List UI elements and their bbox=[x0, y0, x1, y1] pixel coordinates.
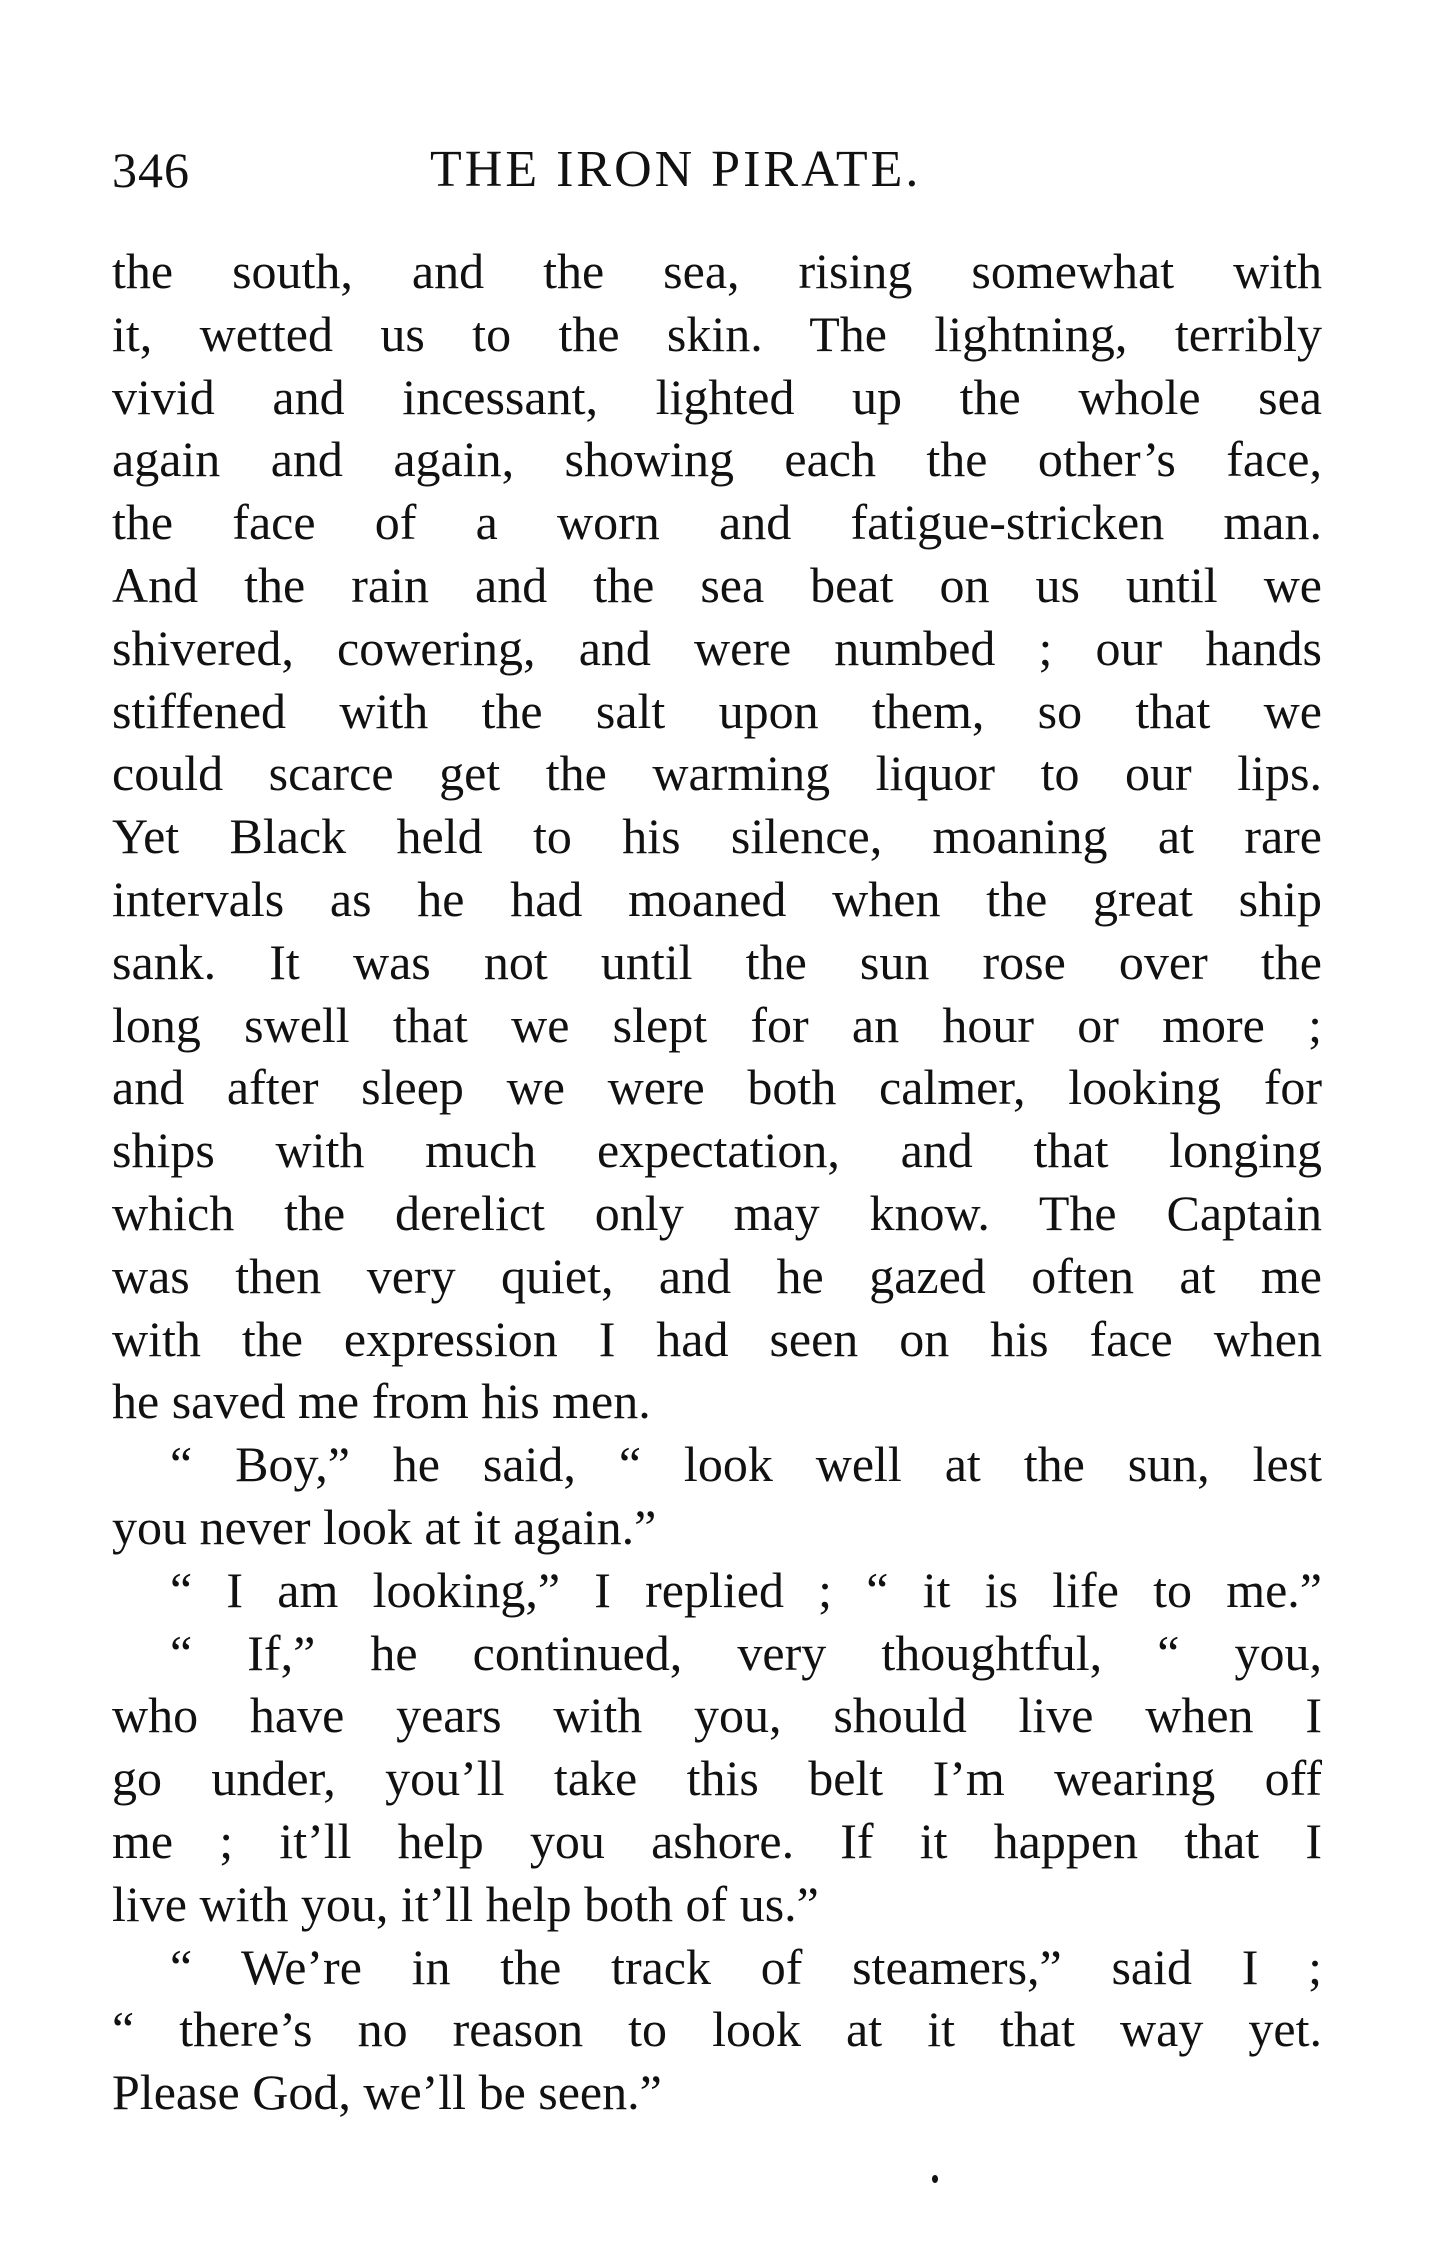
text-line: who have years with you, should live when I bbox=[112, 1687, 1322, 1744]
text-line: could scarce get the warming liquor to our lips. bbox=[112, 745, 1322, 802]
running-head: THE IRON PIRATE. bbox=[430, 141, 922, 198]
text-line: with the expression I had seen on his face when bbox=[112, 1310, 1322, 1367]
text-line: “ If,” he continued, very thoughtful, “ you, bbox=[170, 1624, 1322, 1681]
text-line: go under, you’ll take this belt I’m wearing off bbox=[112, 1750, 1322, 1807]
text-line: sank. It was not until the sun rose over the bbox=[112, 933, 1322, 990]
text-line: live with you, it’ll help both of us.” bbox=[112, 1875, 819, 1932]
text-line: stiffened with the salt upon them, so that we bbox=[112, 682, 1322, 739]
text-line: “ We’re in the track of steamers,” said I ; bbox=[170, 1938, 1322, 1995]
text-line: was then very quiet, and he gazed often at me bbox=[112, 1247, 1322, 1304]
text-line: vivid and incessant, lighted up the whole sea bbox=[112, 368, 1322, 425]
text-line: Please God, we’ll be seen.” bbox=[112, 2064, 662, 2121]
text-line: and after sleep we were both calmer, looking for bbox=[112, 1059, 1322, 1116]
text-line: which the derelict only may know. The Captain bbox=[112, 1184, 1322, 1241]
page-number: 346 bbox=[112, 142, 190, 198]
body-text bbox=[112, 240, 1322, 2124]
ink-speck bbox=[932, 2175, 938, 2183]
text-line: long swell that we slept for an hour or more ; bbox=[112, 996, 1322, 1053]
text-line: And the rain and the sea beat on us until we bbox=[112, 556, 1322, 613]
text-line: the face of a worn and fatigue-stricken man. bbox=[112, 494, 1322, 551]
text-line: it, wetted us to the skin. The lightning, terribly bbox=[112, 305, 1322, 362]
text-line: he saved me from his men. bbox=[112, 1373, 651, 1430]
text-line: intervals as he had moaned when the great ship bbox=[112, 870, 1322, 927]
text-line: ships with much expectation, and that longing bbox=[112, 1122, 1322, 1179]
text-line: you never look at it again.” bbox=[112, 1498, 657, 1555]
text-line: “ Boy,” he said, “ look well at the sun, lest bbox=[170, 1436, 1322, 1493]
text-line: “ I am looking,” I replied ; “ it is life to me.” bbox=[170, 1561, 1322, 1618]
text-line: again and again, showing each the other’s face, bbox=[112, 431, 1322, 488]
text-line: the south, and the sea, rising somewhat with bbox=[112, 243, 1322, 299]
text-line: Yet Black held to his silence, moaning at rare bbox=[112, 808, 1322, 865]
text-line: shivered, cowering, and were numbed ; our hands bbox=[112, 619, 1322, 676]
page-header bbox=[112, 140, 1322, 210]
text-line: me ; it’ll help you ashore. If it happen that I bbox=[112, 1812, 1322, 1869]
text-line: “ there’s no reason to look at it that way yet. bbox=[112, 2001, 1322, 2058]
